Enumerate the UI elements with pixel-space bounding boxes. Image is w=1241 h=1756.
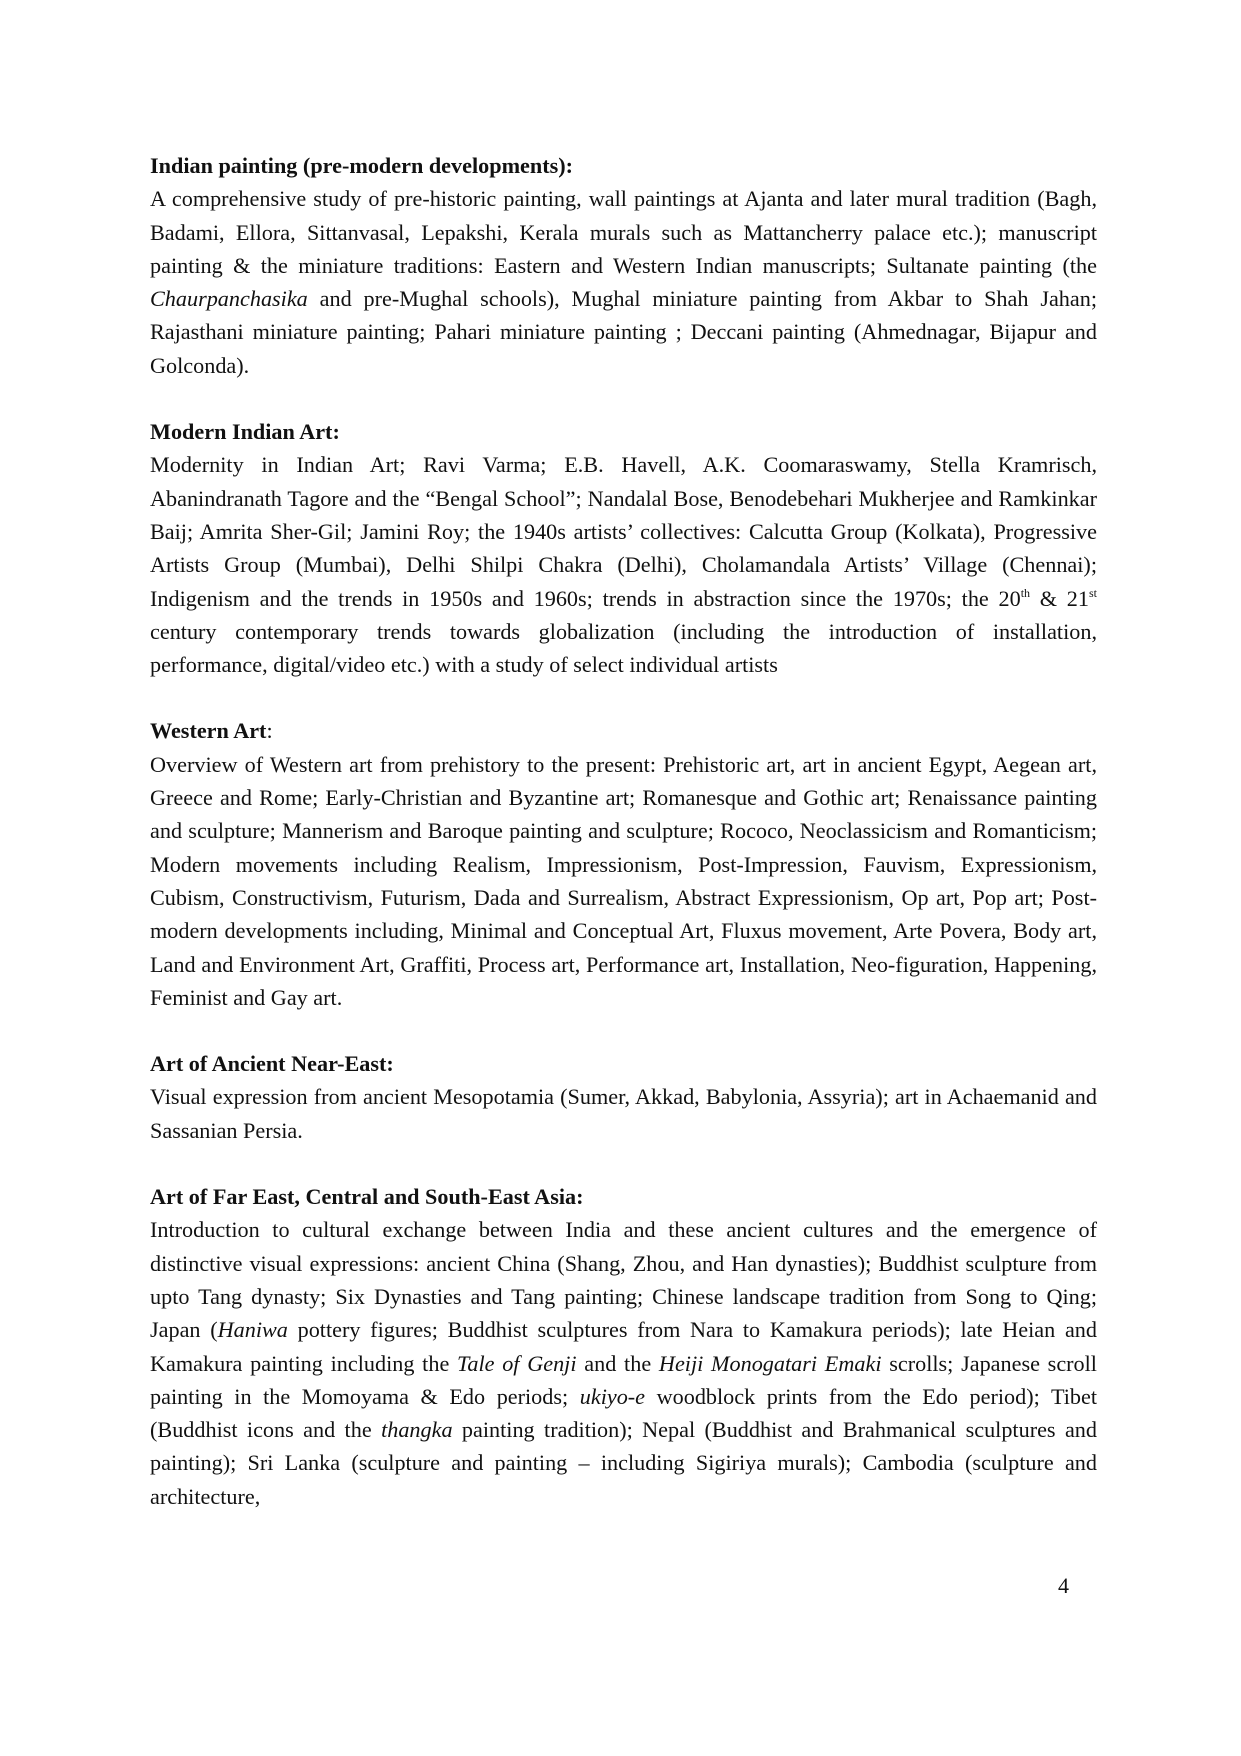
section-indian-painting [150,149,1097,382]
section-modern-indian-art [150,415,1097,681]
section-body: Overview of Western art from prehistory to the present: Prehistoric art, art in ancient Egypt, Aegean art, Greece and Rome; Early-Christian and Byzantine art; Romanesque and Gothic art; Renaissance painting and sculpture; Mannerism and Baroque painting and sculpture; Rococo, Neoclassicism and Romanticism; Modern movements including Realism, Impressionism, Post-Impression, Fauvism, Expressionism, Cubism, Constructivism, Futurism, Dada and Surrealism, Abstract Expressionism, Op art, Pop art; Post-modern developments including, Minimal and Conceptual Art, Fluxus movement, Arte Povera, Body art, Land and Environment Art, Graffiti, Process art, Performance art, Installation, Neo-figuration, Happening, Feminist and Gay art. [150,751,1097,1010]
page-number: 4 [1058,1573,1069,1598]
section-far-east-asia [150,1180,1097,1513]
section-body: A comprehensive study of pre-historic painting, wall paintings at Ajanta and later mural tradition (Bagh, Badami, Ellora, Sittanvasal, Lepakshi, Kerala murals such as Mattancherry palace etc.); manuscript painting & the miniature traditions: Eastern and Western Indian manuscripts; Sultanate painting (the Chaurpanchasika and pre-Mughal schools), Mughal miniature painting from Akbar to Shah Jahan; Rajasthani miniature painting; Pahari miniature painting ; Deccani painting (Ahmednagar, Bijapur and Golconda). [150,186,1097,378]
italic-term: ukiyo-e [579,1383,646,1409]
superscript: th [1020,585,1031,600]
section-body: Modernity in Indian Art; Ravi Varma; E.B. Havell, A.K. Coomaraswamy, Stella Kramrisch, Abanindranath Tagore and the “Bengal School”; Nandalal Bose, Benodebehari Mukherjee and Ramkinkar Baij; Amrita Sher-Gil; Jamini Roy; the 1940s artists’ collectives: Calcutta Group (Kolkata), Progressive Artists Group (Mumbai), Delhi Shilpi Chakra (Delhi), Cholamandala Artists’ Village (Chennai); Indigenism and the trends in 1950s and 1960s; trends in abstraction since the 1970s; the 20th & 21st century contemporary trends towards globalization (including the introduction of installation, performance, digital/video etc.) with a study of select individual artists [150,452,1097,678]
section-western-art [150,714,1097,1014]
section-heading: Art of Ancient Near-East: [150,1051,394,1077]
section-heading: Western Art: [150,718,273,744]
italic-title: Heiji Monogatari Emaki [658,1350,882,1376]
section-heading: Indian painting (pre-modern developments): [150,153,574,178]
italic-title: Chaurpanchasika [150,286,308,312]
section-heading: Modern Indian Art: [150,419,340,445]
superscript: st [1088,585,1097,600]
italic-term: Haniwa [217,1317,288,1343]
section-body: Visual expression from ancient Mesopotamia (Sumer, Akkad, Babylonia, Assyria); art in Achaemanid and Sassanian Persia. [150,1084,1097,1143]
section-ancient-near-east [150,1047,1097,1147]
italic-title: Tale of Genji [457,1350,577,1376]
section-body: Introduction to cultural exchange between India and these ancient cultures and the emergence of distinctive visual expressions: ancient China (Shang, Zhou, and Han dynasties); Buddhist sculpture from upto Tang dynasty; Six Dynasties and Tang painting; Chinese landscape tradition from Song to Qing; Japan (Haniwa pottery figures; Buddhist sculptures from Nara to Kamakura periods); late Heian and Kamakura painting including the Tale of Genji and the Heiji Monogatari Emaki scrolls; Japanese scroll painting in the Momoyama & Edo periods; ukiyo-e woodblock prints from the Edo period); Tibet (Buddhist icons and the thangka painting tradition); Nepal (Buddhist and Brahmanical sculptures and painting); Sri Lanka (sculpture and painting – including Sigiriya murals); Cambodia (sculpture and architecture, [150,1217,1097,1509]
section-heading: Art of Far East, Central and South-East Asia: [150,1184,584,1210]
italic-term: thangka [381,1417,453,1443]
document-page [150,149,1097,1546]
